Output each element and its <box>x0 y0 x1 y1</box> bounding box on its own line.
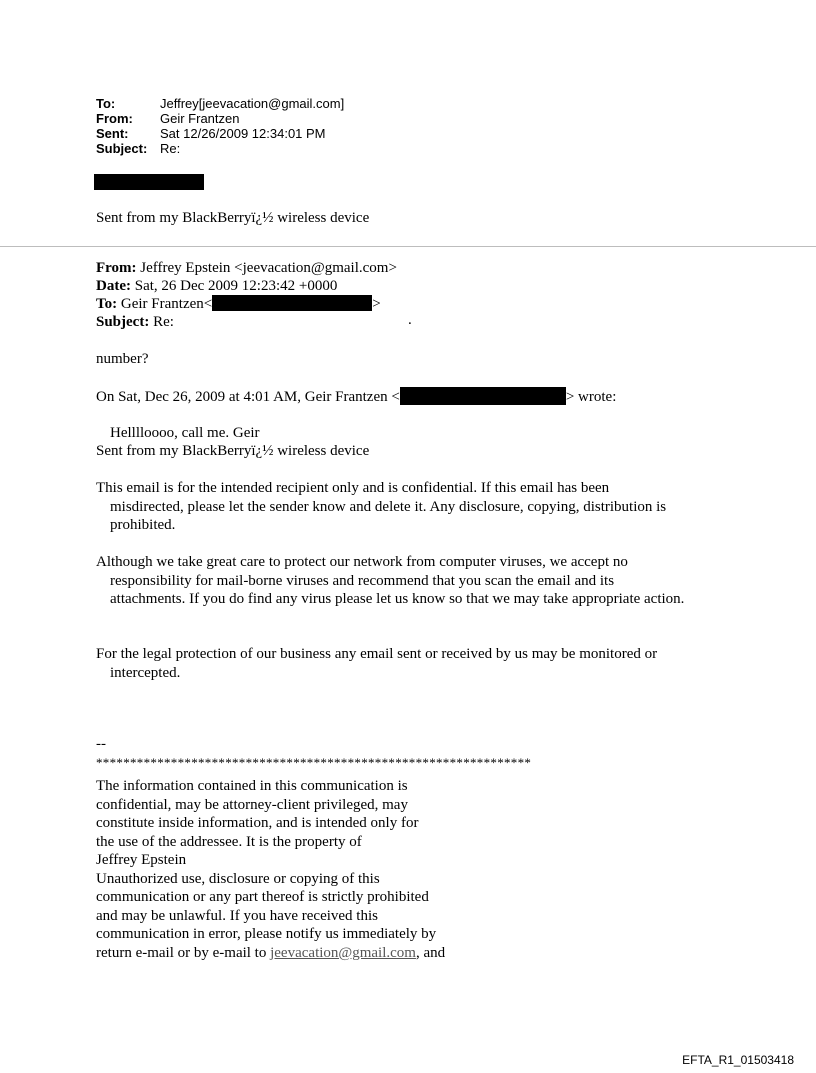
disclaimer <box>96 777 445 962</box>
disclaimer-line: communication or any part thereof is strictly prohibited <box>96 889 429 905</box>
redaction-block-wrote <box>400 387 566 405</box>
inner-signature: Sent from my BlackBerryï¿½ wireless device <box>96 443 370 459</box>
disclaimer-line: constitute inside information, and is intended only for <box>96 815 419 831</box>
disclaimer-line: and may be unlawful. If you have received this <box>96 907 378 924</box>
quoted-from-value: Jeffrey Epstein <jeevacation@gmail.com> <box>140 260 397 276</box>
disclaimer-line: Jeffrey Epstein <box>96 852 187 868</box>
disclaimer-line: communication in error, please notify us immediately by <box>96 926 437 942</box>
notice-confidential <box>96 479 716 535</box>
header-from-value: Geir Frantzen <box>160 111 240 126</box>
wrote-line <box>96 387 616 406</box>
quoted-subject-dot: . <box>408 312 412 328</box>
quoted-subject-label: Subject: <box>96 314 150 330</box>
notice-virus <box>96 553 716 609</box>
wrote-line-end: > wrote: <box>565 389 617 405</box>
notice-monitoring-rest: intercepted. <box>110 664 181 681</box>
quoted-subject-value: Re: <box>153 314 174 330</box>
redaction-block-body <box>94 174 204 190</box>
header-to-row <box>96 96 344 111</box>
header-to-value: Jeffrey[jeevacation@gmail.com] <box>160 96 345 111</box>
disclaimer-last-start: return e-mail or by e-mail to <box>96 944 271 961</box>
notice-confidential-rest: misdirected, please let the sender know and delete it. Any disclosure, copying, distribution is prohibited. <box>110 498 667 533</box>
disclaimer-line: The information contained in this communication is <box>96 778 408 794</box>
quoted-to-row <box>96 295 381 313</box>
notice-virus-first: Although we take great care to protect our network from computer viruses, we accept no <box>96 554 628 570</box>
header-sent-row <box>96 126 344 141</box>
header-subject-label: Subject: <box>96 141 148 156</box>
header-subject-value: Re: <box>160 141 181 156</box>
header-from-row <box>96 111 344 126</box>
quoted-date-row <box>96 277 337 295</box>
notice-virus-rest: responsibility for mail-borne viruses and recommend that you scan the email and its attachments. If you do find any virus please let us know so that we may take appropriate action. <box>110 572 685 607</box>
email-header <box>96 96 344 156</box>
header-sent-value: Sat 12/26/2009 12:34:01 PM <box>160 126 326 141</box>
redaction-block-to <box>212 295 372 311</box>
header-to-label: To: <box>96 96 116 111</box>
reply-signature: Sent from my BlackBerryï¿½ wireless device <box>96 210 370 226</box>
quoted-to-value-end: > <box>372 296 381 312</box>
disclaimer-line: confidential, may be attorney-client privileged, may <box>96 796 408 813</box>
quoted-from-row <box>96 259 397 277</box>
document-id: EFTA_R1_01503418 <box>682 1053 794 1067</box>
quoted-from-label: From: <box>96 260 137 276</box>
signature-stars: **************************************************************** <box>96 755 532 770</box>
body-number: number? <box>96 351 149 367</box>
quoted-to-label: To: <box>96 296 118 312</box>
email-link[interactable]: jeevacation@gmail.com <box>270 944 416 961</box>
disclaimer-last-line <box>96 944 445 963</box>
notice-monitoring-first: For the legal protection of our business any email sent or received by us may be monitored or <box>96 646 658 662</box>
divider <box>0 246 816 247</box>
quoted-subject-row <box>96 313 174 331</box>
disclaimer-last-end: , and <box>415 944 446 961</box>
disclaimer-line: the use of the addressee. It is the property of <box>96 833 362 850</box>
notice-confidential-first: This email is for the intended recipient only and is confidential. If this email has been <box>96 480 610 496</box>
wrote-line-start: On Sat, Dec 26, 2009 at 4:01 AM, Geir Frantzen < <box>96 389 400 405</box>
inner-message: Helllloooo, call me. Geir <box>110 425 260 441</box>
quoted-to-value-start: Geir Frantzen< <box>120 296 213 312</box>
quoted-date-value: Sat, 26 Dec 2009 12:23:42 +0000 <box>134 278 338 294</box>
header-sent-label: Sent: <box>96 126 129 141</box>
signature-dashes: -- <box>96 736 106 752</box>
header-from-label: From: <box>96 111 133 126</box>
notice-monitoring <box>96 645 716 682</box>
disclaimer-line: Unauthorized use, disclosure or copying of this <box>96 870 380 887</box>
quoted-date-label: Date: <box>96 278 131 294</box>
header-subject-row <box>96 141 344 156</box>
